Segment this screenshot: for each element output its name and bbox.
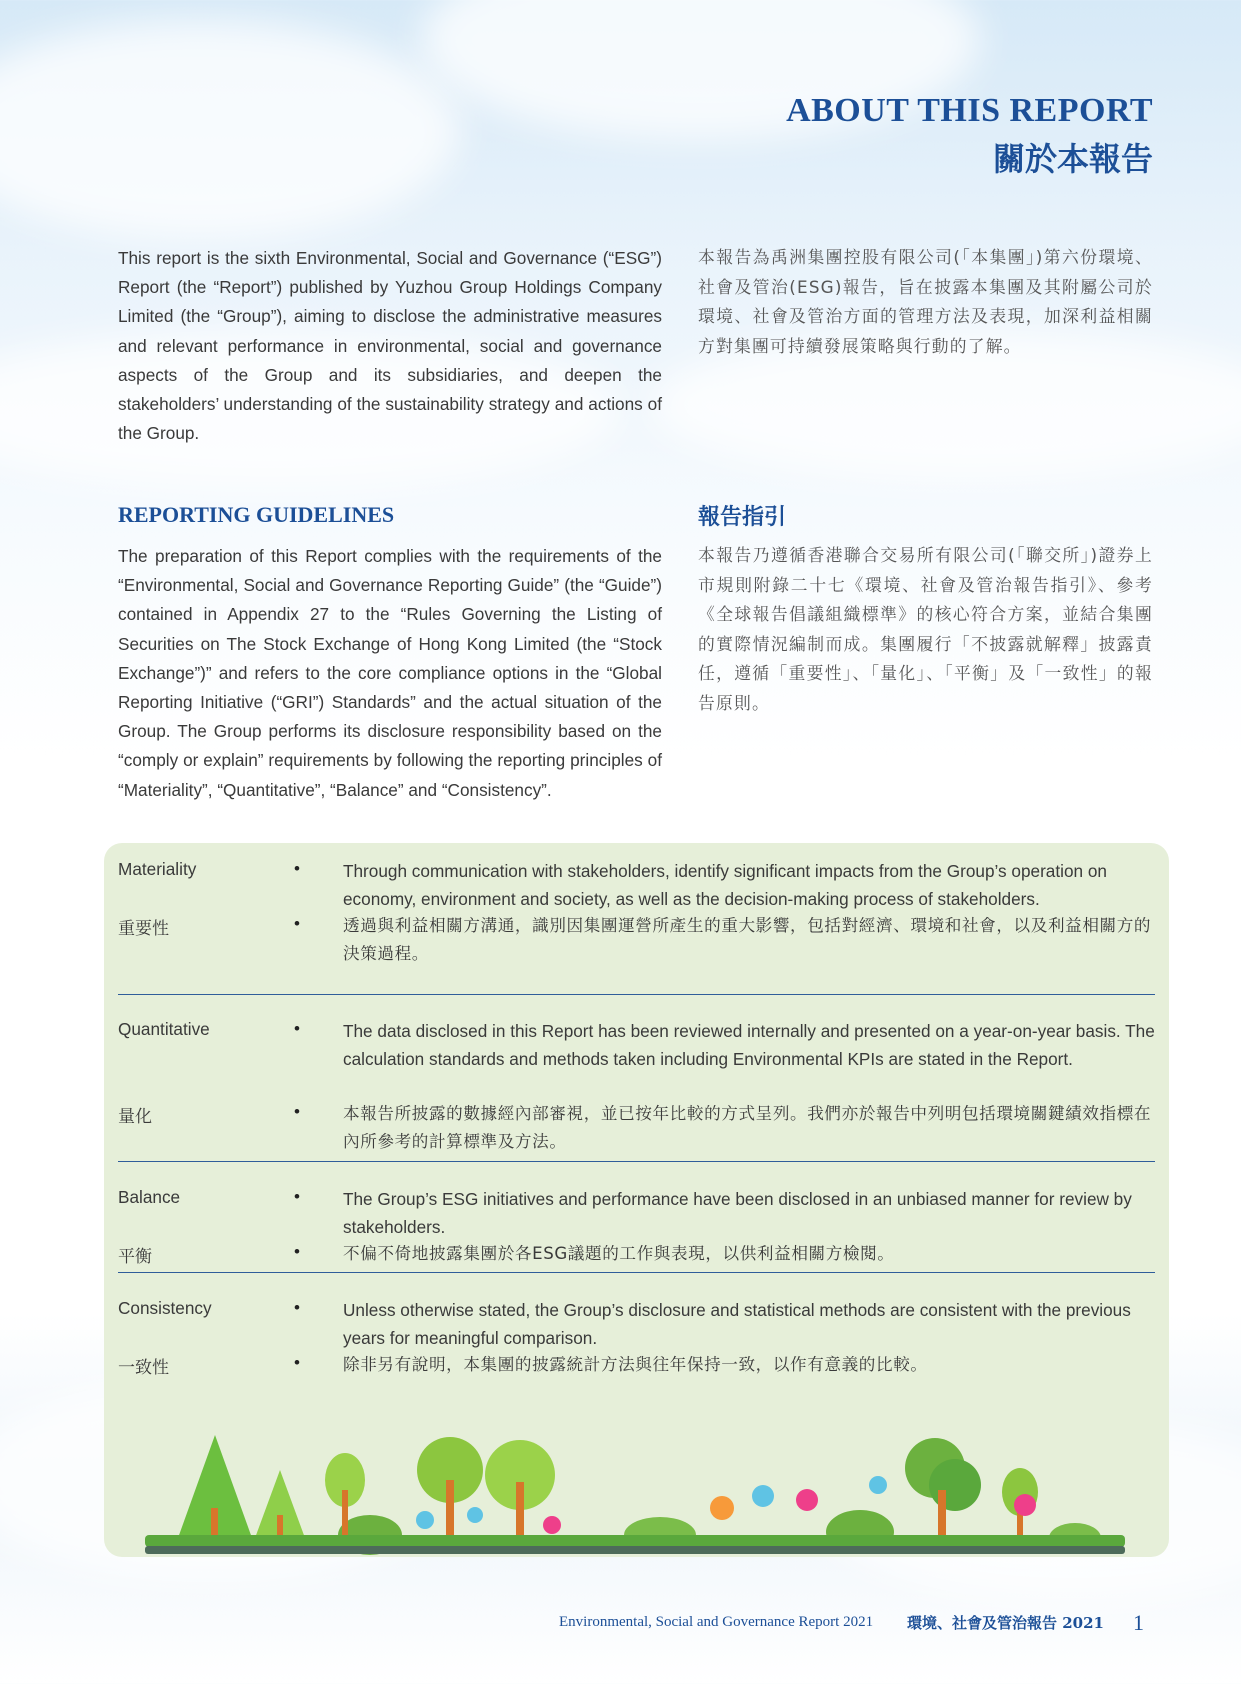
bullet: • — [294, 859, 300, 878]
bullet: • — [294, 914, 300, 933]
principle-label-chinese: 平衡 — [118, 1247, 152, 1267]
principle-label: Materiality — [118, 859, 197, 879]
page-title: ABOUT THIS REPORT — [786, 92, 1153, 129]
tree-trunk — [516, 1482, 524, 1542]
flower-icon — [416, 1511, 434, 1529]
guidelines-paragraph-chinese: 本報告乃遵循香港聯合交易所有限公司(「聯交所」)證券上市規則附錄二十七《環境、社會及管治報告指引》、參考《全球報告倡議組織標準》的核心符合方案，並結合集團的實際情況編制而成。集團履行「不披露就解釋」披露責任，遵循「重要性」、「量化」、「平衡」及「一致性」的報告原則。 — [698, 545, 1153, 713]
guidelines-paragraph: The preparation of this Report complies with the requirements of the “Environmental, Social and Governance Reporting Guide” (the “Guide”) contained in Appendix 27 to the “Rules Governing the Listing of Securities on The Stock Exchange of Hong Kong Limited (the “Stock Exchange”)” and refers to the core compliance options in the “Global Reporting Initiative (“GRI”) Standards” and the actual situation of the Group. The Group performs its disclosure responsibility based on the “comply or explain” requirements by following the reporting principles of “Materiality”, “Quantitative”, “Balance” and “Consistency”. — [118, 546, 662, 800]
footer-report-title-chinese: 環境、社會及管治報告 2021 — [907, 1614, 1104, 1632]
principle-text-chinese: 本報告所披露的數據經內部審視，並已按年比較的方式呈列。我們亦於報告中列明包括環境關鍵績效指標在內所參考的計算標準及方法。 — [343, 1104, 1152, 1151]
intro-paragraph: This report is the sixth Environmental, Social and Governance (“ESG”) Report (the “Report”) published by Yuzhou Group Holdings Company Limited (the “Group”), aiming to disclose the administrative measures and relevant performance in environmental, social and governance aspects of the Group and its subsidiaries, and deepen the stakeholders’ understanding of the sustainability strategy and actions of the Group. — [118, 248, 662, 444]
principle-row-materiality — [118, 859, 1155, 995]
principle-label-chinese: 量化 — [118, 1107, 152, 1127]
tree-trunk — [342, 1490, 348, 1542]
principle-row-consistency — [118, 1273, 1155, 1383]
flower-icon — [869, 1476, 887, 1494]
flower-icon — [543, 1516, 561, 1534]
section-heading-chinese: 報告指引 — [698, 505, 787, 530]
principle-row-balance — [118, 1162, 1155, 1273]
grass-ground — [145, 1535, 1125, 1547]
bullet: • — [294, 1187, 300, 1206]
footer-report-title: Environmental, Social and Governance Report 2021 — [559, 1614, 874, 1630]
principle-text: Unless otherwise stated, the Group’s disclosure and statistical methods are consistent with the previous years for meaningful comparison. — [343, 1300, 1131, 1348]
intro-paragraph-chinese: 本報告為禹洲集團控股有限公司(「本集團」)第六份環境、社會及管治(ESG)報告，旨在披露本集團及其附屬公司於環境、社會及管治方面的管理方法及表現，加深利益相關方對集團可持續發展策略與行動的了解。 — [698, 247, 1153, 356]
principle-text-chinese: 不偏不倚地披露集團於各ESG議題的工作與表現，以供利益相關方檢閱。 — [343, 1244, 895, 1263]
principle-label-chinese: 重要性 — [118, 919, 169, 939]
bullet: • — [294, 1242, 300, 1261]
page-title-chinese: 關於本報告 — [992, 140, 1153, 178]
principle-label: Quantitative — [118, 1019, 210, 1039]
principle-label: Consistency — [118, 1298, 212, 1318]
principle-text: The data disclosed in this Report has been reviewed internally and presented on a year-on-year basis. The calculation standards and methods taken including Environmental KPIs are stated in the Report. — [343, 1021, 1155, 1069]
tree-trunk — [446, 1480, 454, 1542]
round-tree-icon — [929, 1459, 981, 1511]
flower-icon — [1014, 1494, 1036, 1516]
principle-row-quantitative — [118, 995, 1155, 1162]
flower-icon — [467, 1507, 483, 1523]
principle-text: Through communication with stakeholders, identify significant impacts from the Group’s operation on economy, environment and society, as well as the decision-making process of stakeholders. — [343, 861, 1107, 909]
bullet: • — [294, 1102, 300, 1121]
flower-icon — [796, 1489, 818, 1511]
page-number: 1 — [1133, 1610, 1144, 1635]
bullet: • — [294, 1019, 300, 1038]
section-heading: REPORTING GUIDELINES — [118, 502, 395, 527]
principle-text: The Group’s ESG initiatives and performance have been disclosed in an unbiased manner for review by stakeholders. — [343, 1189, 1132, 1237]
trees-and-flowers-illustration — [140, 1420, 1130, 1555]
flower-icon — [752, 1485, 774, 1507]
bullet: • — [294, 1353, 300, 1372]
cloud-decoration — [0, 20, 460, 240]
flower-icon — [710, 1496, 734, 1520]
principle-text-chinese: 透過與利益相關方溝通，識別因集團運營所產生的重大影響，包括對經濟、環境和社會，以及利益相關方的決策過程。 — [343, 916, 1152, 963]
bullet: • — [294, 1298, 300, 1317]
principle-label: Balance — [118, 1187, 181, 1207]
principle-label-chinese: 一致性 — [118, 1358, 169, 1378]
soil-strip — [145, 1546, 1125, 1554]
tree-trunk — [938, 1490, 946, 1542]
principle-text-chinese: 除非另有說明，本集團的披露統計方法與往年保持一致，以作有意義的比較。 — [343, 1355, 928, 1374]
